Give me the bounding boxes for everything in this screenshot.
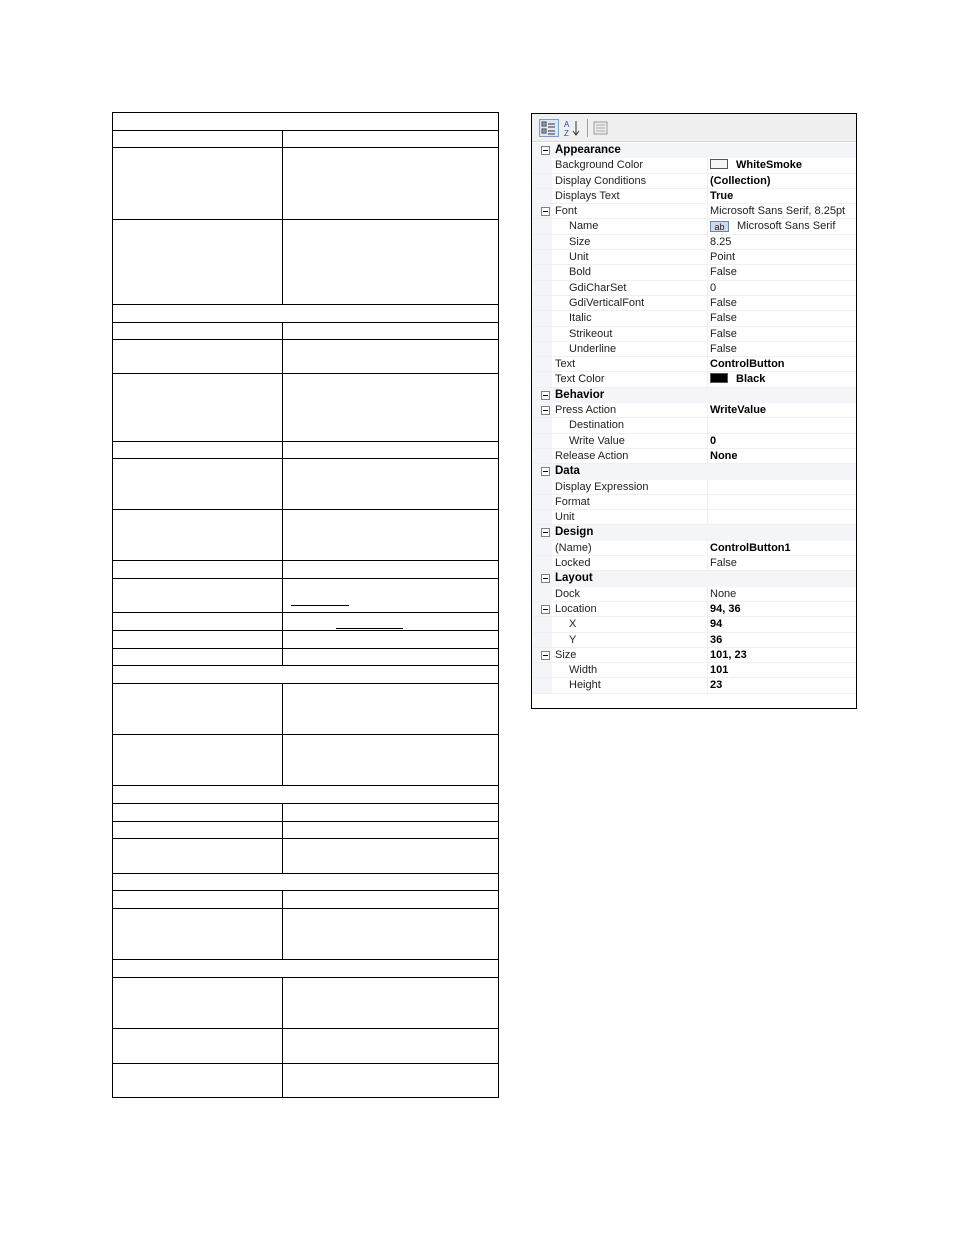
collapse-icon[interactable] [541,146,550,155]
property-value[interactable] [707,587,855,601]
svg-text:Z: Z [564,129,569,137]
categorized-button[interactable] [539,119,559,137]
property-value-text: False [710,557,737,570]
property-row[interactable] [532,480,856,495]
font-preview-icon: ab [710,221,729,232]
row-gutter [532,663,552,677]
row-gutter [532,434,552,448]
property-value[interactable] [707,633,855,647]
row-gutter [532,189,552,203]
property-value[interactable] [707,541,855,555]
property-value[interactable] [707,602,855,616]
property-value[interactable] [707,189,855,203]
table-cell [113,978,283,1029]
property-name: Height [569,679,601,692]
table-cell [283,631,499,649]
property-value-text: 23 [710,679,723,692]
table-cell [283,1029,499,1064]
table-cell [113,561,283,579]
property-row[interactable] [532,189,856,204]
property-row[interactable] [532,633,856,648]
section-header-row [113,666,499,684]
property-value[interactable] [707,311,855,325]
property-name: Unit [555,511,575,524]
property-row[interactable] [532,510,856,525]
property-row[interactable] [532,418,856,433]
property-value[interactable] [707,648,855,662]
property-row[interactable] [532,541,856,556]
property-name: Locked [555,557,591,570]
collapse-icon[interactable] [541,605,550,614]
property-name: Unit [569,251,589,264]
property-value-text: 36 [710,633,723,646]
property-row[interactable] [532,265,856,280]
category-row[interactable] [532,525,856,540]
table-cell [283,839,499,874]
property-value[interactable] [707,296,855,310]
table-cell [283,374,499,442]
section-header-row [113,874,499,891]
property-name: Y [569,633,577,646]
property-value[interactable] [707,342,855,356]
property-value-text: False [710,296,737,309]
table-cell [283,613,499,631]
table-cell [283,822,499,839]
property-value[interactable] [707,250,855,264]
property-name: Name [569,220,599,233]
row-gutter [532,617,552,631]
row-gutter [532,372,552,386]
property-name: Width [569,664,598,677]
blank-underline [291,605,349,606]
property-value[interactable] [707,174,855,188]
property-value-text: ControlButton1 [710,541,791,554]
property-value[interactable] [707,418,855,432]
property-row[interactable] [532,174,856,189]
property-value[interactable] [707,281,855,295]
table-cell [113,579,283,613]
property-name: Font [555,205,578,218]
blank-property-table [112,112,499,1098]
property-value-text: 8.25 [710,235,732,248]
property-name: Size [569,235,591,248]
blank-underline [336,628,403,629]
property-name: Dock [555,587,581,600]
property-name: Release Action [555,449,629,462]
table-cell [113,631,283,649]
property-value-text: Microsoft Sans Serif [737,220,836,233]
property-row[interactable] [532,495,856,510]
property-row[interactable] [532,556,856,571]
property-value-text: False [710,266,737,279]
property-row[interactable] [532,648,856,663]
table-cell [283,510,499,561]
property-value-text: WriteValue [710,404,767,417]
table-cell [113,510,283,561]
property-row[interactable] [532,357,856,372]
property-value-text: 0 [710,434,717,447]
property-row[interactable] [532,403,856,418]
property-value[interactable] [707,357,855,371]
property-name: Press Action [555,404,617,417]
row-gutter [532,296,552,310]
property-name: Text Color [555,373,605,386]
row-gutter [532,265,552,279]
row-gutter [532,633,552,647]
category-row[interactable] [532,464,856,479]
property-name: Size [555,648,577,661]
property-value[interactable] [707,449,855,463]
property-value-text: Black [736,373,766,386]
property-name: Bold [569,266,592,279]
property-value-text: None [710,587,737,600]
section-header-row [113,113,499,131]
table-cell [113,340,283,374]
section-header-row [113,786,499,804]
property-name: Underline [569,342,617,355]
property-value-text: ControlButton [710,358,785,371]
property-name: Location [555,602,597,615]
row-gutter [532,235,552,249]
table-cell [113,891,283,909]
row-gutter [532,449,552,463]
table-cell [283,804,499,822]
property-row[interactable] [532,587,856,602]
property-name: Italic [569,312,592,325]
property-row[interactable] [532,235,856,250]
table-cell [113,684,283,735]
category-label: Appearance [555,144,621,156]
property-name: Display Expression [555,480,649,493]
property-row[interactable] [532,342,856,357]
row-gutter [532,158,552,172]
table-cell [283,891,499,909]
property-value[interactable] [707,556,855,570]
property-row[interactable] [532,219,856,234]
property-name: Display Conditions [555,174,647,187]
color-swatch-icon [710,373,728,383]
row-gutter [532,311,552,325]
property-value-text: None [710,449,738,462]
category-label: Behavior [555,388,605,401]
property-pages-button[interactable] [591,119,611,137]
property-value[interactable] [707,235,855,249]
row-gutter [532,541,552,555]
table-cell [113,323,283,340]
property-value[interactable] [707,617,855,631]
property-value[interactable] [707,495,855,509]
property-row[interactable] [532,602,856,617]
property-value-text: Microsoft Sans Serif, 8.25pt [710,205,846,218]
collapse-icon[interactable] [541,574,550,583]
row-gutter [532,556,552,570]
property-value-text: 94 [710,618,723,631]
section-header-row [113,960,499,978]
property-name: Text [555,358,576,371]
row-gutter [532,495,552,509]
table-cell [283,442,499,459]
row-gutter [532,357,552,371]
table-cell [283,579,499,613]
table-cell [113,1064,283,1098]
row-gutter [532,250,552,264]
table-cell [283,735,499,786]
property-value-text: 94, 36 [710,602,741,615]
property-row[interactable] [532,372,856,387]
alphabetical-sort-icon [563,119,583,137]
property-row[interactable] [532,449,856,464]
section-header-row [113,305,499,323]
table-cell [283,649,499,666]
property-name: Background Color [555,159,644,172]
property-value[interactable] [707,510,855,524]
table-cell [113,148,283,220]
row-gutter [532,342,552,356]
property-row[interactable] [532,158,856,173]
property-row[interactable] [532,311,856,326]
property-name: Strikeout [569,327,613,340]
row-gutter [532,327,552,341]
property-row[interactable] [532,663,856,678]
table-cell [113,442,283,459]
collapse-icon[interactable] [541,207,550,216]
row-gutter [532,174,552,188]
property-value[interactable] [707,204,855,218]
table-cell [113,649,283,666]
table-cell [113,131,283,148]
property-value-text: 0 [710,281,717,294]
property-value[interactable] [707,434,855,448]
category-row[interactable] [532,571,856,586]
category-row[interactable] [532,143,856,158]
table-cell [113,804,283,822]
alphabetical-button[interactable] [563,119,583,137]
collapse-icon[interactable] [541,528,550,537]
table-cell [283,459,499,510]
table-cell [283,148,499,220]
property-value-text: False [710,342,737,355]
table-cell [113,459,283,510]
property-name: GdiVerticalFont [569,296,645,309]
table-cell [113,822,283,839]
property-value-text: Point [710,251,736,264]
toolbar-separator [587,119,588,137]
table-cell [113,1029,283,1064]
table-cell [283,909,499,960]
property-value[interactable] [707,678,855,692]
table-cell [283,684,499,735]
property-value[interactable] [707,403,855,417]
row-gutter [532,219,552,233]
categorized-icon [540,120,558,136]
row-gutter [532,281,552,295]
table-cell [113,735,283,786]
property-value[interactable] [707,158,855,172]
row-gutter [532,480,552,494]
table-cell [283,978,499,1029]
property-value[interactable] [707,480,855,494]
table-cell [113,613,283,631]
property-grid [531,113,857,709]
row-gutter [532,418,552,432]
property-row[interactable] [532,678,856,693]
table-cell [283,323,499,340]
property-row[interactable] [532,296,856,311]
property-value[interactable] [707,372,855,386]
table-cell [113,220,283,305]
property-value[interactable] [707,265,855,279]
table-cell [113,374,283,442]
table-cell [113,909,283,960]
row-gutter [532,678,552,692]
table-cell [283,340,499,374]
collapse-icon[interactable] [541,406,550,415]
table-cell [283,1064,499,1098]
category-label: Design [555,526,594,539]
table-cell [283,220,499,305]
property-row[interactable] [532,204,856,219]
property-value-text: False [710,312,737,325]
property-name: Destination [569,419,625,432]
property-value-text: True [710,189,734,202]
property-name: (Name) [555,541,592,554]
property-name: Write Value [569,434,625,447]
property-value[interactable] [707,327,855,341]
color-swatch-icon [710,159,728,169]
table-cell [283,561,499,579]
category-label: Data [555,465,580,478]
property-name: X [569,618,577,631]
property-pages-icon [591,119,611,137]
property-value[interactable] [707,219,855,233]
property-row[interactable] [532,434,856,449]
table-cell [113,839,283,874]
property-grid-toolbar [532,114,856,142]
row-gutter [532,587,552,601]
property-row[interactable] [532,250,856,265]
property-value-text: WhiteSmoke [736,159,803,172]
property-row[interactable] [532,617,856,632]
property-name: Displays Text [555,189,620,202]
category-label: Layout [555,572,593,585]
category-row[interactable] [532,388,856,403]
property-value[interactable] [707,663,855,677]
property-value-text: 101, 23 [710,648,747,661]
table-cell [283,131,499,148]
svg-text:A: A [564,120,570,129]
row-gutter [532,510,552,524]
collapse-icon[interactable] [541,467,550,476]
property-value-text: (Collection) [710,174,771,187]
property-name: GdiCharSet [569,281,627,294]
property-row[interactable] [532,327,856,342]
property-rows [532,143,856,694]
property-row[interactable] [532,281,856,296]
property-value-text: 101 [710,664,729,677]
collapse-icon[interactable] [541,391,550,400]
property-name: Format [555,495,590,508]
collapse-icon[interactable] [541,651,550,660]
property-value-text: False [710,327,737,340]
